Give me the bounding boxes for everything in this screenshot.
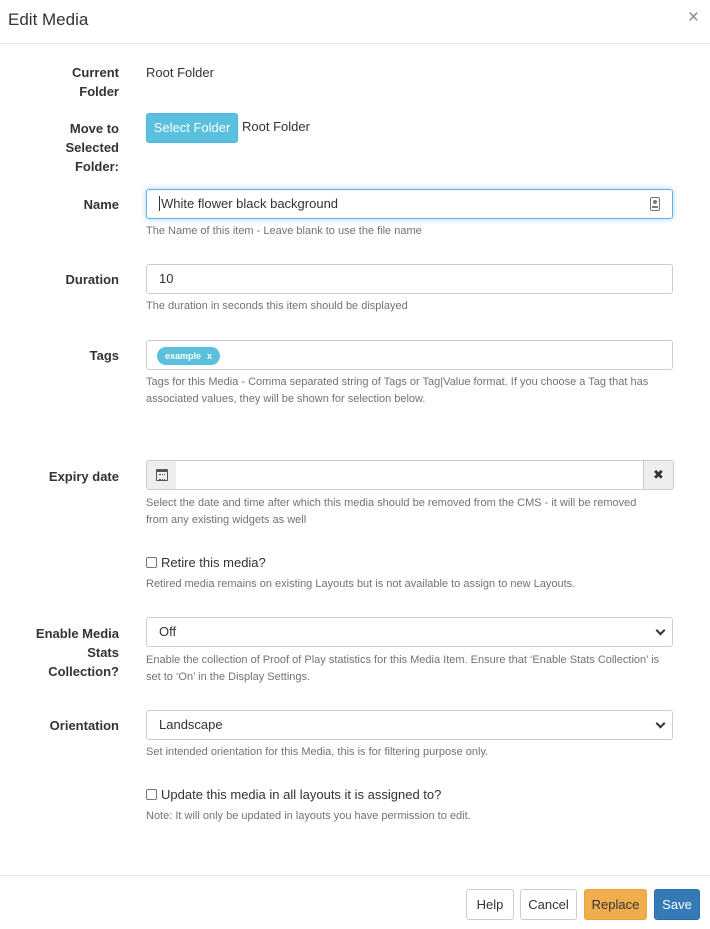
orientation-select[interactable] (146, 710, 673, 740)
update-layouts-checkbox-row[interactable] (146, 786, 441, 803)
text-caret (159, 196, 160, 211)
name-input-value: White flower black background (161, 196, 339, 211)
tags-label: Tags (89, 348, 119, 363)
stats-help-text: Enable the collection of Proof of Play statistics for this Media Item. Ensure that ‘Enable Stats Collection’ is set to ‘On’ in the Display Settings. (146, 654, 660, 683)
retire-label: Retire this media? (161, 555, 266, 570)
expiry-date-label: Expiry date (48, 469, 119, 484)
update-layouts-label: Update this media in all layouts it is assigned to? (161, 787, 442, 802)
modal-footer (0, 875, 710, 929)
chevron-down-icon (656, 719, 666, 729)
clear-icon: ✖ (653, 467, 664, 482)
update-layouts-help-text: Note: It will only be updated in layouts you have permission to edit. (146, 810, 471, 822)
save-button[interactable]: Save (654, 889, 700, 920)
tags-help-text: Tags for this Media - Comma separated string of Tags or Tag|Value format. If you choose a Tag that has associated values, they will be shown for selection below. (146, 376, 649, 405)
clear-date-button[interactable] (643, 460, 674, 490)
tag-remove-icon[interactable]: x (207, 351, 213, 361)
move-folder-label: Move to Selected Folder: (65, 121, 119, 174)
orientation-value: Landscape (159, 717, 223, 732)
retire-checkbox[interactable] (146, 557, 157, 568)
close-icon[interactable]: × (687, 7, 699, 28)
retire-checkbox-row[interactable] (146, 554, 266, 571)
selected-folder-value: Root Folder (242, 119, 310, 134)
current-folder-value: Root Folder (146, 65, 214, 80)
orientation-help-text: Set intended orientation for this Media, this is for filtering purpose only. (146, 746, 489, 758)
retire-help-text: Retired media remains on existing Layouts but is not available to assign to new Layouts. (146, 578, 576, 590)
update-layouts-checkbox[interactable] (146, 789, 157, 800)
modal-title: Edit Media (8, 10, 89, 29)
contact-card-icon (650, 197, 660, 211)
stats-collection-label: Enable Media Stats Collection? (35, 626, 119, 679)
duration-label: Duration (65, 272, 119, 287)
name-help-text: The Name of this item - Leave blank to use the file name (146, 225, 422, 237)
duration-input-value: 10 (159, 271, 174, 286)
stats-collection-select[interactable] (146, 617, 673, 647)
duration-help-text: The duration in seconds this item should be displayed (146, 300, 408, 312)
name-label: Name (83, 197, 119, 212)
expiry-help-text: Select the date and time after which this media should be removed from the CMS - it will be removed from any existing widgets as well (146, 497, 637, 526)
help-button[interactable]: Help (466, 889, 514, 920)
duration-input[interactable] (146, 264, 673, 294)
tag-chip (157, 347, 220, 365)
modal-header (0, 0, 710, 44)
expiry-date-input[interactable] (176, 460, 644, 490)
stats-collection-value: Off (159, 624, 177, 639)
tags-input[interactable] (146, 340, 673, 370)
replace-button[interactable]: Replace (584, 889, 647, 920)
calendar-button[interactable] (146, 460, 177, 490)
name-input[interactable] (146, 189, 673, 219)
cancel-button[interactable]: Cancel (520, 889, 577, 920)
select-folder-button[interactable]: Select Folder (146, 113, 238, 143)
calendar-icon (156, 469, 168, 481)
current-folder-label: Current Folder (72, 65, 119, 99)
chevron-down-icon (656, 626, 666, 636)
orientation-label: Orientation (49, 718, 119, 733)
tag-chip-label: example (165, 351, 202, 361)
